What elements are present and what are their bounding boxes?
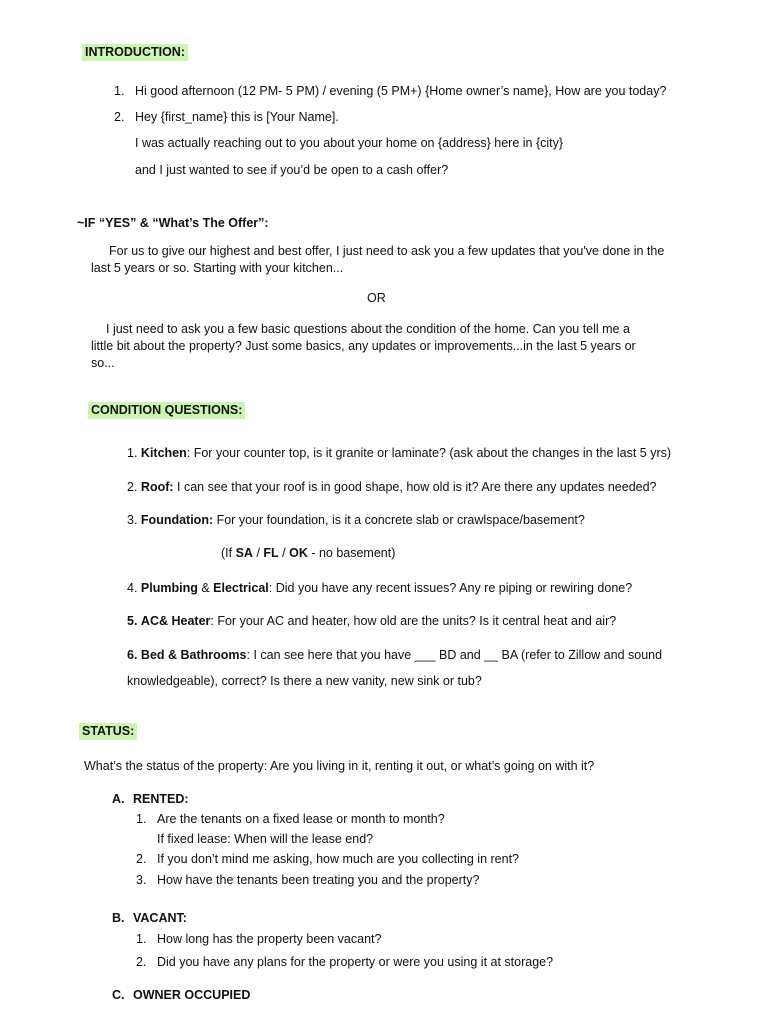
- condition-item-kitchen: [127, 445, 671, 462]
- vacant-item-2-number: 2.: [136, 955, 147, 969]
- intro-item-1-number: 1.: [114, 84, 125, 98]
- condition-item-text: For your AC and heater, how old are the units? Is it central heat and air?: [213, 614, 617, 628]
- condition-item-bed-bath: [127, 647, 662, 664]
- rented-item-1-number: 1.: [136, 812, 147, 826]
- vacant-item-2-text: Did you have any plans for the property or were you using it at storage?: [157, 955, 554, 969]
- intro-item-2-text: Hey {first_name} this is [Your Name].: [135, 110, 339, 124]
- if-yes-para2-line-1: I just need to ask you a few basic questions about the condition of the home. Can you tell me a: [106, 322, 630, 336]
- condition-item-label: Roof:: [140, 480, 174, 494]
- rented-item-2-number: 2.: [136, 852, 147, 866]
- condition-item-plumbing-electrical: [127, 580, 632, 597]
- if-yes-para1-line-2: last 5 years or so. Starting with your kitchen...: [91, 261, 344, 275]
- rented-item-3-text: How have the tenants been treating you and the property?: [157, 873, 480, 887]
- or-separator: OR: [367, 291, 386, 305]
- condition-item-number: 3.: [127, 513, 138, 527]
- rented-letter: A.: [112, 792, 125, 806]
- intro-continuation-line-1: I was actually reaching out to you about your home on {address} here in {city}: [135, 136, 564, 150]
- condition-item-separator: :: [246, 648, 250, 662]
- condition-item-text: I can see here that you have ___ BD and __ BA (refer to Zillow and sound: [249, 648, 663, 662]
- condition-item-foundation: [127, 512, 585, 529]
- vacant-letter: B.: [112, 911, 125, 925]
- condition-item-text: I can see that your roof is in good shape, how old is it? Are there any updates needed?: [173, 480, 657, 494]
- vacant-label: VACANT:: [133, 911, 187, 925]
- condition-item-separator: &: [197, 581, 214, 595]
- status-heading: STATUS:: [79, 723, 137, 740]
- if-yes-para1-line-1: For us to give our highest and best offer, I just need to ask you a few updates that you've done in the: [109, 244, 665, 258]
- condition-questions-heading: CONDITION QUESTIONS:: [88, 402, 245, 419]
- condition-item-label: AC& Heater: [140, 614, 211, 628]
- status-question: What’s the status of the property: Are you living in it, renting it out, or what’s going on with it?: [84, 759, 595, 773]
- foundation-note-rest: - no basement): [307, 546, 396, 560]
- condition-item-number: 1.: [127, 446, 138, 460]
- condition-item-roof: [127, 479, 657, 496]
- condition-item-label: Plumbing: [140, 581, 198, 595]
- intro-item-2-number: 2.: [114, 110, 125, 124]
- state-sa: SA: [235, 546, 253, 560]
- condition-item-number: 4.: [127, 581, 138, 595]
- condition-item-text: For your counter top, is it granite or laminate? (ask about the changes in the last 5 yrs): [190, 446, 672, 460]
- condition-item-label: Foundation:: [140, 513, 214, 527]
- vacant-item-1-number: 1.: [136, 932, 147, 946]
- condition-item-number: 6.: [127, 648, 138, 662]
- condition-item-text: : Did you have any recent issues? Any re piping or rewiring done?: [268, 581, 633, 595]
- condition-item-separator: :: [186, 446, 191, 460]
- intro-item-1-text: Hi good afternoon (12 PM- 5 PM) / evening (5 PM+) {Home owner’s name}, How are you today?: [135, 84, 667, 98]
- condition-item-label: Bed & Bathrooms: [140, 648, 247, 662]
- condition-item-bed-bath-continuation: knowledgeable), correct? Is there a new vanity, new sink or tub?: [127, 674, 482, 688]
- condition-item-separator: :: [210, 614, 214, 628]
- owner-occupied-letter: C.: [112, 988, 125, 1002]
- rented-label: RENTED:: [133, 792, 189, 806]
- owner-occupied-label: OWNER OCCUPIED: [133, 988, 251, 1002]
- introduction-heading: INTRODUCTION:: [82, 44, 188, 61]
- condition-item-number: 5.: [127, 614, 138, 628]
- if-yes-heading: ~IF “YES” & “What’s The Offer”:: [77, 216, 269, 230]
- condition-item-ac-heater: [127, 613, 616, 630]
- intro-continuation-line-2: and I just wanted to see if you’d be open to a cash offer?: [135, 163, 449, 177]
- foundation-note-sep-2: /: [278, 546, 290, 560]
- vacant-item-1-text: How long has the property been vacant?: [157, 932, 382, 946]
- rented-item-1-text: Are the tenants on a fixed lease or month to month?: [157, 812, 445, 826]
- condition-item-label-2: Electrical: [213, 581, 269, 595]
- rented-item-2-text: If you don’t mind me asking, how much are you collecting in rent?: [157, 852, 519, 866]
- condition-item-label: Kitchen: [140, 446, 187, 460]
- rented-item-1-continuation: If fixed lease: When will the lease end?: [157, 832, 374, 846]
- state-fl: FL: [263, 546, 279, 560]
- rented-item-3-number: 3.: [136, 873, 147, 887]
- foundation-note: [221, 545, 395, 562]
- condition-item-number: 2.: [127, 480, 138, 494]
- foundation-note-sep-1: /: [252, 546, 264, 560]
- if-yes-para2-line-2: little bit about the property? Just some basics, any updates or improvements...in the last 5 years or: [91, 339, 636, 353]
- condition-item-text: For your foundation, is it a concrete slab or crawlspace/basement?: [213, 513, 585, 527]
- state-ok: OK: [289, 546, 308, 560]
- foundation-note-open: (If: [221, 546, 236, 560]
- if-yes-para2-line-3: so...: [91, 356, 115, 370]
